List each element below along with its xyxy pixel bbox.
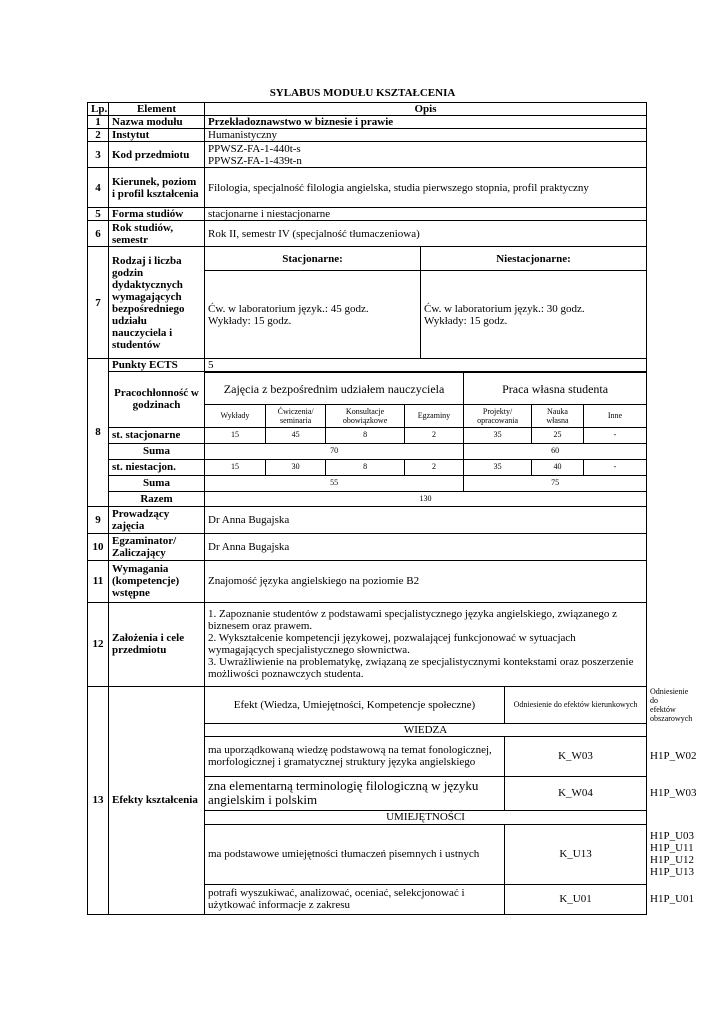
nstac-values: [205, 459, 647, 475]
table-row: potrafi wyszukiwać, analizować, oceniać, selekcjonować i użytkować informacje z zakresu K_U01 H1P_U01: [88, 884, 647, 914]
row-number: 13: [88, 686, 109, 914]
table-row: [88, 533, 647, 560]
element-label: Wymagania (kompetencje) wstępne: [109, 560, 205, 602]
direct-contact-header: Zajęcia z bezpośrednim udziałem nauczyciela: [205, 373, 464, 405]
element-label: Pracochłonność w godzinach: [109, 372, 205, 428]
table-row: [88, 168, 647, 208]
col-header: Egzaminy: [404, 405, 463, 427]
value-cell: -: [613, 430, 617, 439]
total-value: 130: [205, 491, 647, 506]
value-cell: 40: [531, 460, 583, 475]
element-value: [205, 142, 647, 168]
element-value: Dr Anna Bugajska: [205, 533, 647, 560]
nstac-sums: [205, 475, 647, 491]
code-niestacjonarne: PPWSZ-FA-1-439t-n: [208, 154, 302, 167]
table-row: ma podstawowe umiejętności tłumaczeń pisemnych i ustnych K_U13 H1P_U03 H1P_U11 H1P_U12 H1P_U13: [88, 824, 647, 884]
header-lp: Lp.: [88, 103, 109, 116]
col-header: Ćwiczenia/ seminaria: [265, 405, 325, 427]
row-number: 1: [88, 116, 109, 129]
stac-values: [205, 427, 647, 443]
table-row: [88, 475, 647, 491]
element-label: Kod przedmiotu: [109, 142, 205, 168]
value-cell: 8: [326, 460, 404, 475]
hours-stac-line: Ćw. w laboratorium język.: 45 godz.: [208, 302, 369, 315]
self-study-header: Praca własna studenta: [464, 373, 646, 405]
hours-nstac-header: Niestacjonarne:: [421, 247, 647, 271]
value-cell: 8: [326, 428, 404, 443]
row-number: 6: [88, 221, 109, 247]
sum-cell: 60: [551, 446, 560, 455]
outcome-text: zna elementarną terminologię filologiczną w języku angielskim i polskim: [205, 776, 505, 810]
outcome-kier: K_W04: [505, 776, 647, 810]
row-number: 10: [88, 533, 109, 560]
element-value: Rok II, semestr IV (specjalność tłumaczeniowa): [205, 221, 647, 247]
workload-header: [205, 372, 647, 428]
table-row: zna elementarną terminologię filologiczną w języku angielskim i polskim K_W04 H1P_W03: [88, 776, 647, 810]
table-row: [88, 359, 647, 372]
table-row: [88, 116, 647, 129]
element-label: Forma studiów: [109, 208, 205, 221]
sum-cell: 55: [205, 476, 464, 491]
table-row: [88, 208, 647, 221]
col-header: Wykłady: [205, 405, 265, 427]
hours-nstac-line: Wykłady: 15 godz.: [424, 314, 508, 327]
row-number: 7: [88, 247, 109, 359]
element-label: Nazwa modułu: [109, 116, 205, 129]
hours-stac-line: Wykłady: 15 godz.: [208, 314, 292, 327]
element-value: [205, 602, 647, 686]
element-value: Humanistyczny: [205, 129, 647, 142]
row-number: 2: [88, 129, 109, 142]
element-label: Egzaminator/ Zaliczający: [109, 533, 205, 560]
hours-nstac-value: [421, 271, 647, 359]
goal-item: 2. Wykształcenie kompetencji językowej, pozwalającej funkcjonować w sytuacjach wymagających specjalistycznego słownictwa.: [208, 632, 576, 656]
value-cell: 15: [205, 428, 265, 443]
row-number: 11: [88, 560, 109, 602]
outcome-kier: K_W03: [505, 736, 647, 776]
outcome-text: potrafi wyszukiwać, analizować, oceniać, selekcjonować i użytkować informacje z zakresu: [205, 884, 505, 914]
element-label: Razem: [109, 491, 205, 506]
element-value: Dr Anna Bugajska: [205, 506, 647, 533]
goal-item: 3. Uwrażliwienie na problematykę, związaną ze specjalistycznymi kontekstami oraz poszerzenie możliwości poznawczych studenta.: [208, 656, 634, 680]
outcome-text: ma podstawowe umiejętności tłumaczeń pisemnych i ustnych: [205, 824, 505, 884]
table-row: [88, 372, 647, 428]
table-row: [88, 427, 647, 443]
element-value: Przekładoznawstwo w biznesie i prawie: [205, 116, 647, 129]
col-header: Konsultacje obowiązkowe: [326, 405, 404, 427]
stac-sums: [205, 443, 647, 459]
hours-nstac-line: Ćw. w laboratorium język.: 30 godz.: [424, 302, 585, 315]
sum-cell: 70: [205, 444, 464, 459]
outcome-kier-header: Odniesienie do efektów kierunkowych: [505, 686, 647, 723]
hours-stac-value: [205, 271, 421, 359]
element-label: Suma: [109, 475, 205, 491]
row-number: 8: [88, 359, 109, 507]
row-number: 3: [88, 142, 109, 168]
element-label: Rodzaj i liczba godzin dydaktycznych wymagających bezpośredniego udziału nauczyciela i studentów: [109, 247, 205, 359]
table-row: 13 Efekty kształcenia Efekt (Wiedza, Umiejętności, Kompetencje społeczne) Odniesienie do efektów kierunkowych Odniesienie do efektów obszarowych: [88, 686, 647, 723]
section-wiedza: WIEDZA: [205, 723, 647, 736]
value-cell: -: [613, 462, 617, 471]
table-row: [88, 221, 647, 247]
row-number: 5: [88, 208, 109, 221]
table-row: [88, 506, 647, 533]
header-element: Element: [109, 103, 205, 116]
element-label: Suma: [109, 443, 205, 459]
table-row: [88, 560, 647, 602]
element-label: Rok studiów, semestr: [109, 221, 205, 247]
element-label: Założenia i cele przedmiotu: [109, 602, 205, 686]
col-header: Projekty/ opracowania: [464, 405, 532, 427]
value-cell: 30: [265, 460, 325, 475]
document-title: SYLABUS MODUŁU KSZTAŁCENIA: [269, 87, 456, 99]
table-row: ma uporządkowaną wiedzę podstawową na temat fonologicznej, morfologicznej i gramatycznej struktury języka angielskiego K_W03 H1P_W02: [88, 736, 647, 776]
row-number: 12: [88, 602, 109, 686]
section-umiejetnosci: UMIEJĘTNOŚCI: [205, 810, 647, 824]
value-cell: 15: [205, 460, 265, 475]
outcome-text: ma uporządkowaną wiedzę podstawową na temat fonologicznej, morfologicznej i gramatycznej struktury języka angielskiego: [205, 736, 505, 776]
element-label: Efekty kształcenia: [109, 686, 205, 914]
value-cell: 45: [265, 428, 325, 443]
value-cell: 25: [531, 428, 583, 443]
element-value: Znajomość języka angielskiego na poziomie B2: [205, 560, 647, 602]
table-row: [88, 443, 647, 459]
outcome-kier: K_U13: [505, 824, 647, 884]
element-value: Filologia, specjalność filologia angielska, studia pierwszego stopnia, profil praktyczny: [205, 168, 647, 208]
header-opis: Opis: [205, 103, 647, 116]
element-value: 5: [205, 359, 647, 372]
table-row: [88, 491, 647, 506]
hours-stac-header: Stacjonarne:: [205, 247, 421, 271]
goal-item: 1. Zapoznanie studentów z podstawami specjalistycznego języka angielskiego, związanego z biznesem oraz prawem.: [208, 608, 617, 632]
code-stacjonarne: PPWSZ-FA-1-440t-s: [208, 142, 301, 155]
table-row: [88, 129, 647, 142]
element-label: Punkty ECTS: [109, 359, 205, 372]
table-row: [88, 459, 647, 475]
syllabus-table: [87, 102, 697, 915]
value-cell: 35: [464, 460, 532, 475]
col-header: Inne: [583, 405, 646, 427]
element-value: stacjonarne i niestacjonarne: [205, 208, 647, 221]
value-cell: 35: [464, 428, 532, 443]
element-label: Prowadzący zajęcia: [109, 506, 205, 533]
element-label: st. niestacjon.: [109, 459, 205, 475]
element-label: Kierunek, poziom i profil kształcenia: [109, 168, 205, 208]
row-number: 4: [88, 168, 109, 208]
value-cell: 2: [404, 428, 463, 443]
element-label: Instytut: [109, 129, 205, 142]
outcome-header: Efekt (Wiedza, Umiejętności, Kompetencje społeczne): [205, 686, 505, 723]
element-label: st. stacjonarne: [109, 427, 205, 443]
col-header: Nauka własna: [531, 405, 583, 427]
row-number: 9: [88, 506, 109, 533]
table-row: [88, 602, 647, 686]
value-cell: 2: [404, 460, 463, 475]
sum-cell: 75: [551, 478, 560, 487]
table-row: [88, 247, 647, 271]
outcome-kier: K_U01: [505, 884, 647, 914]
table-row: [88, 142, 647, 168]
table-header-row: [88, 103, 647, 116]
